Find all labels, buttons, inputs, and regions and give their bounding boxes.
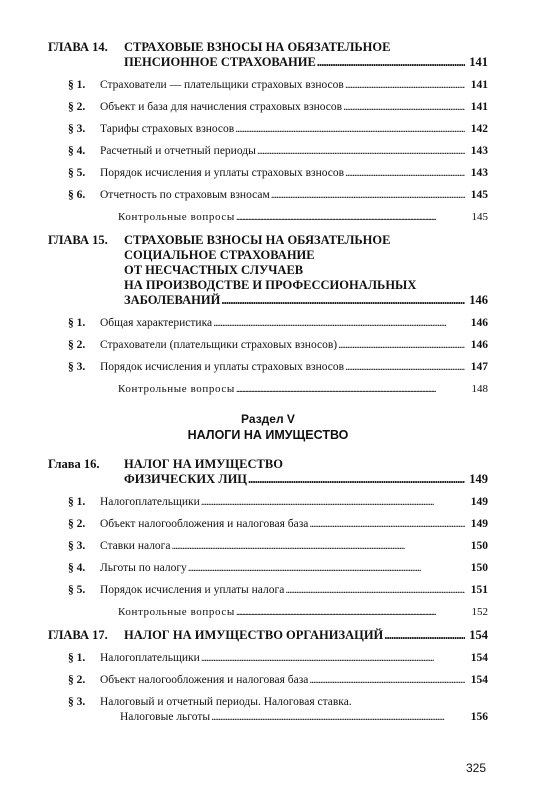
- leader-dots: [236, 382, 465, 397]
- section-number: § 3.: [68, 361, 86, 373]
- section-number: § 3.: [68, 540, 86, 552]
- toc-row: [68, 561, 488, 576]
- leader-dots: [221, 293, 465, 308]
- toc-questions: [48, 382, 488, 397]
- page-ref: 150: [470, 540, 488, 552]
- toc-section: [48, 360, 488, 375]
- toc-row: [48, 40, 488, 55]
- toc-row: [48, 457, 488, 472]
- toc-title: [100, 338, 466, 353]
- title-line: СОЦИАЛЬНОЕ СТРАХОВАНИЕ: [124, 248, 315, 262]
- leader-dots: [213, 316, 465, 331]
- toc-row: [68, 316, 488, 331]
- toc-row: [68, 100, 488, 115]
- title-text: Налогоплательщики: [100, 496, 200, 508]
- toc-row: [48, 233, 488, 248]
- toc-title: [118, 210, 466, 225]
- page-ref: 149: [470, 496, 488, 508]
- chapter-number: ГЛАВА 17.: [48, 628, 108, 642]
- title-text: Объект и база для начисления страховых взносов: [100, 101, 343, 113]
- part-number: Раздел V: [241, 412, 295, 426]
- toc-row: [48, 628, 488, 643]
- toc-row: [118, 382, 488, 397]
- toc-title: [100, 561, 466, 576]
- title-text: Порядок исчисления и уплаты страховых взносов: [100, 167, 345, 179]
- title-text: Порядок исчисления и уплаты страховых взносов: [100, 361, 345, 373]
- toc-row: [68, 651, 488, 666]
- title-text: Порядок исчисления и уплаты налога: [100, 584, 285, 596]
- toc-title: [124, 40, 488, 55]
- toc-row: [68, 695, 488, 710]
- title-text: Страхователи (плательщики страховых взносов): [100, 339, 338, 351]
- page-ref: 154: [469, 628, 488, 642]
- toc-section: [48, 188, 488, 203]
- leader-dots: [317, 55, 465, 70]
- toc-questions: [48, 210, 488, 225]
- section-number: § 1.: [68, 79, 86, 91]
- toc-row: [68, 583, 488, 598]
- toc-row: [68, 360, 488, 375]
- table-of-contents: [48, 40, 488, 732]
- title-text: Ставки налога: [100, 540, 171, 552]
- toc-row: [68, 166, 488, 181]
- toc-section: [48, 122, 488, 137]
- page-ref: 151: [470, 584, 488, 596]
- page-ref: 154: [470, 674, 488, 686]
- page-ref: 143: [470, 167, 488, 179]
- toc-chapter: [48, 457, 488, 487]
- toc-title: [100, 695, 488, 710]
- page-ref: 145: [470, 189, 488, 201]
- page-ref: 141: [470, 101, 488, 113]
- title-text: ФИЗИЧЕСКИХ ЛИЦ: [124, 472, 248, 486]
- page-ref: 146: [469, 293, 488, 307]
- part-title: НАЛОГИ НА ИМУЩЕСТВО: [187, 428, 349, 442]
- toc-row: [118, 210, 488, 225]
- title-text: Налоговый и отчетный периоды. Налоговая ставка.: [100, 696, 352, 708]
- toc-title: [100, 517, 466, 532]
- leader-dots: [211, 710, 465, 725]
- toc-section: [48, 517, 488, 532]
- section-number: § 5.: [68, 167, 86, 179]
- toc-title: [100, 495, 466, 510]
- page-ref: 146: [470, 317, 488, 329]
- toc-section: [48, 166, 488, 181]
- section-number: § 4.: [68, 562, 86, 574]
- toc-row: [68, 517, 488, 532]
- section-number: § 3.: [68, 123, 86, 135]
- section-number: § 1.: [68, 496, 86, 508]
- toc-section: [48, 673, 488, 688]
- leader-dots: [201, 495, 465, 510]
- questions-label: Контрольные вопросы: [118, 211, 235, 223]
- title-text: Отчетность по страховым взносам: [100, 189, 270, 201]
- leader-dots: [345, 166, 465, 181]
- toc-chapter: [48, 628, 488, 643]
- title-text: Льготы по налогу: [100, 562, 187, 574]
- leader-dots: [309, 673, 465, 688]
- toc-title: [118, 382, 466, 397]
- part-heading: [48, 411, 488, 443]
- page-ref: 154: [470, 652, 488, 664]
- title-line: ОТ НЕСЧАСТНЫХ СЛУЧАЕВ: [124, 263, 304, 277]
- toc-title: [100, 188, 466, 203]
- title-text: СТРАХОВЫЕ ВЗНОСЫ НА ОБЯЗАТЕЛЬНОЕ: [124, 233, 391, 247]
- page-ref: 145: [471, 211, 488, 223]
- leader-dots: [172, 539, 465, 554]
- section-number: § 4.: [68, 145, 86, 157]
- section-number: § 5.: [68, 584, 86, 596]
- page-number: 325: [466, 761, 487, 775]
- toc-section: [48, 338, 488, 353]
- chapter-number: ГЛАВА 14.: [48, 40, 108, 54]
- toc-section: [48, 539, 488, 554]
- page-ref: 147: [470, 361, 488, 373]
- page-ref: 143: [470, 145, 488, 157]
- leader-dots: [345, 78, 465, 93]
- section-number: § 1.: [68, 317, 86, 329]
- questions-label: Контрольные вопросы: [118, 606, 235, 618]
- toc-row: [48, 472, 488, 487]
- chapter-number: Глава 16.: [48, 457, 100, 471]
- toc-title: [124, 628, 466, 643]
- toc-title: [100, 78, 466, 93]
- chapter-number: ГЛАВА 15.: [48, 233, 108, 247]
- toc-title: [124, 472, 466, 487]
- leader-dots: [236, 210, 465, 225]
- title-text: Налогоплательщики: [100, 652, 200, 664]
- title-text: НАЛОГ НА ИМУЩЕСТВО: [124, 457, 283, 471]
- section-number: § 2.: [68, 674, 86, 686]
- toc-section: [48, 144, 488, 159]
- section-number: § 2.: [68, 518, 86, 530]
- leader-dots: [236, 605, 465, 620]
- leader-dots: [201, 651, 465, 666]
- toc-chapter: [48, 233, 488, 308]
- page-ref: 149: [470, 518, 488, 530]
- toc-title: [124, 233, 488, 248]
- toc-section: [48, 100, 488, 115]
- page-ref: 142: [470, 123, 488, 135]
- questions-label: Контрольные вопросы: [118, 383, 235, 395]
- leader-dots: [343, 100, 465, 115]
- toc-row: [48, 293, 488, 308]
- toc-title: [118, 605, 466, 620]
- toc-row: [68, 673, 488, 688]
- page-ref: 152: [471, 606, 488, 618]
- toc-row: [118, 605, 488, 620]
- title-text: ЗАБОЛЕВАНИЙ: [124, 293, 221, 307]
- title-text: Тарифы страховых взносов: [100, 123, 235, 135]
- page-ref: 146: [470, 339, 488, 351]
- leader-dots: [248, 472, 465, 487]
- toc-title: [100, 316, 466, 331]
- page-ref: 141: [470, 79, 488, 91]
- toc-section: [48, 78, 488, 93]
- page-ref: 148: [471, 383, 488, 395]
- toc-chapter: [48, 40, 488, 70]
- toc-section: [48, 695, 488, 725]
- toc-title: [100, 583, 466, 598]
- toc-title: [100, 100, 466, 115]
- toc-row: [68, 495, 488, 510]
- page-ref: 150: [470, 562, 488, 574]
- leader-dots: [309, 517, 465, 532]
- section-number: § 3.: [68, 696, 86, 708]
- title-text: Налоговые льготы: [120, 711, 211, 723]
- page-ref: 156: [470, 711, 488, 723]
- section-number: § 2.: [68, 101, 86, 113]
- toc-title: [100, 166, 466, 181]
- title-text: Страхователи — плательщики страховых взносов: [100, 79, 344, 91]
- toc-row: [68, 539, 488, 554]
- section-number: § 2.: [68, 339, 86, 351]
- leader-dots: [338, 338, 465, 353]
- leader-dots: [384, 628, 465, 643]
- toc-title: [100, 651, 466, 666]
- toc-row: [68, 78, 488, 93]
- page-ref: 149: [469, 472, 488, 486]
- title-text: Общая характеристика: [100, 317, 213, 329]
- toc-section: [48, 583, 488, 598]
- toc-row: [68, 144, 488, 159]
- toc-title: [100, 673, 466, 688]
- title-text: Объект налогообложения и налоговая база: [100, 518, 309, 530]
- toc-row: [68, 338, 488, 353]
- title-text: НАЛОГ НА ИМУЩЕСТВО ОРГАНИЗАЦИЙ: [124, 628, 384, 642]
- toc-title: [120, 710, 466, 725]
- toc-row: [68, 710, 488, 725]
- title-text: ПЕНСИОННОЕ СТРАХОВАНИЕ: [124, 55, 316, 69]
- toc-questions: [48, 605, 488, 620]
- section-number: § 6.: [68, 189, 86, 201]
- toc-title: [124, 457, 488, 472]
- leader-dots: [235, 122, 465, 137]
- toc-title: [100, 144, 466, 159]
- page-ref: 141: [469, 55, 488, 69]
- section-number: § 1.: [68, 652, 86, 664]
- toc-title: [100, 122, 466, 137]
- title-line: НА ПРОИЗВОДСТВЕ И ПРОФЕССИОНАЛЬНЫХ: [124, 278, 417, 292]
- title-text: Объект налогообложения и налоговая база: [100, 674, 309, 686]
- toc-section: [48, 495, 488, 510]
- toc-title: [124, 293, 466, 308]
- title-text: СТРАХОВЫЕ ВЗНОСЫ НА ОБЯЗАТЕЛЬНОЕ: [124, 40, 391, 54]
- title-text: Расчетный и отчетный периоды: [100, 145, 256, 157]
- toc-title: [124, 55, 466, 70]
- leader-dots: [188, 561, 465, 576]
- toc-title: [100, 539, 466, 554]
- leader-dots: [271, 188, 465, 203]
- toc-section: [48, 316, 488, 331]
- toc-row: [68, 122, 488, 137]
- toc-section: [48, 651, 488, 666]
- leader-dots: [285, 583, 465, 598]
- leader-dots: [345, 360, 465, 375]
- toc-row: [48, 55, 488, 70]
- toc-title: [100, 360, 466, 375]
- toc-row: [68, 188, 488, 203]
- leader-dots: [257, 144, 465, 159]
- toc-section: [48, 561, 488, 576]
